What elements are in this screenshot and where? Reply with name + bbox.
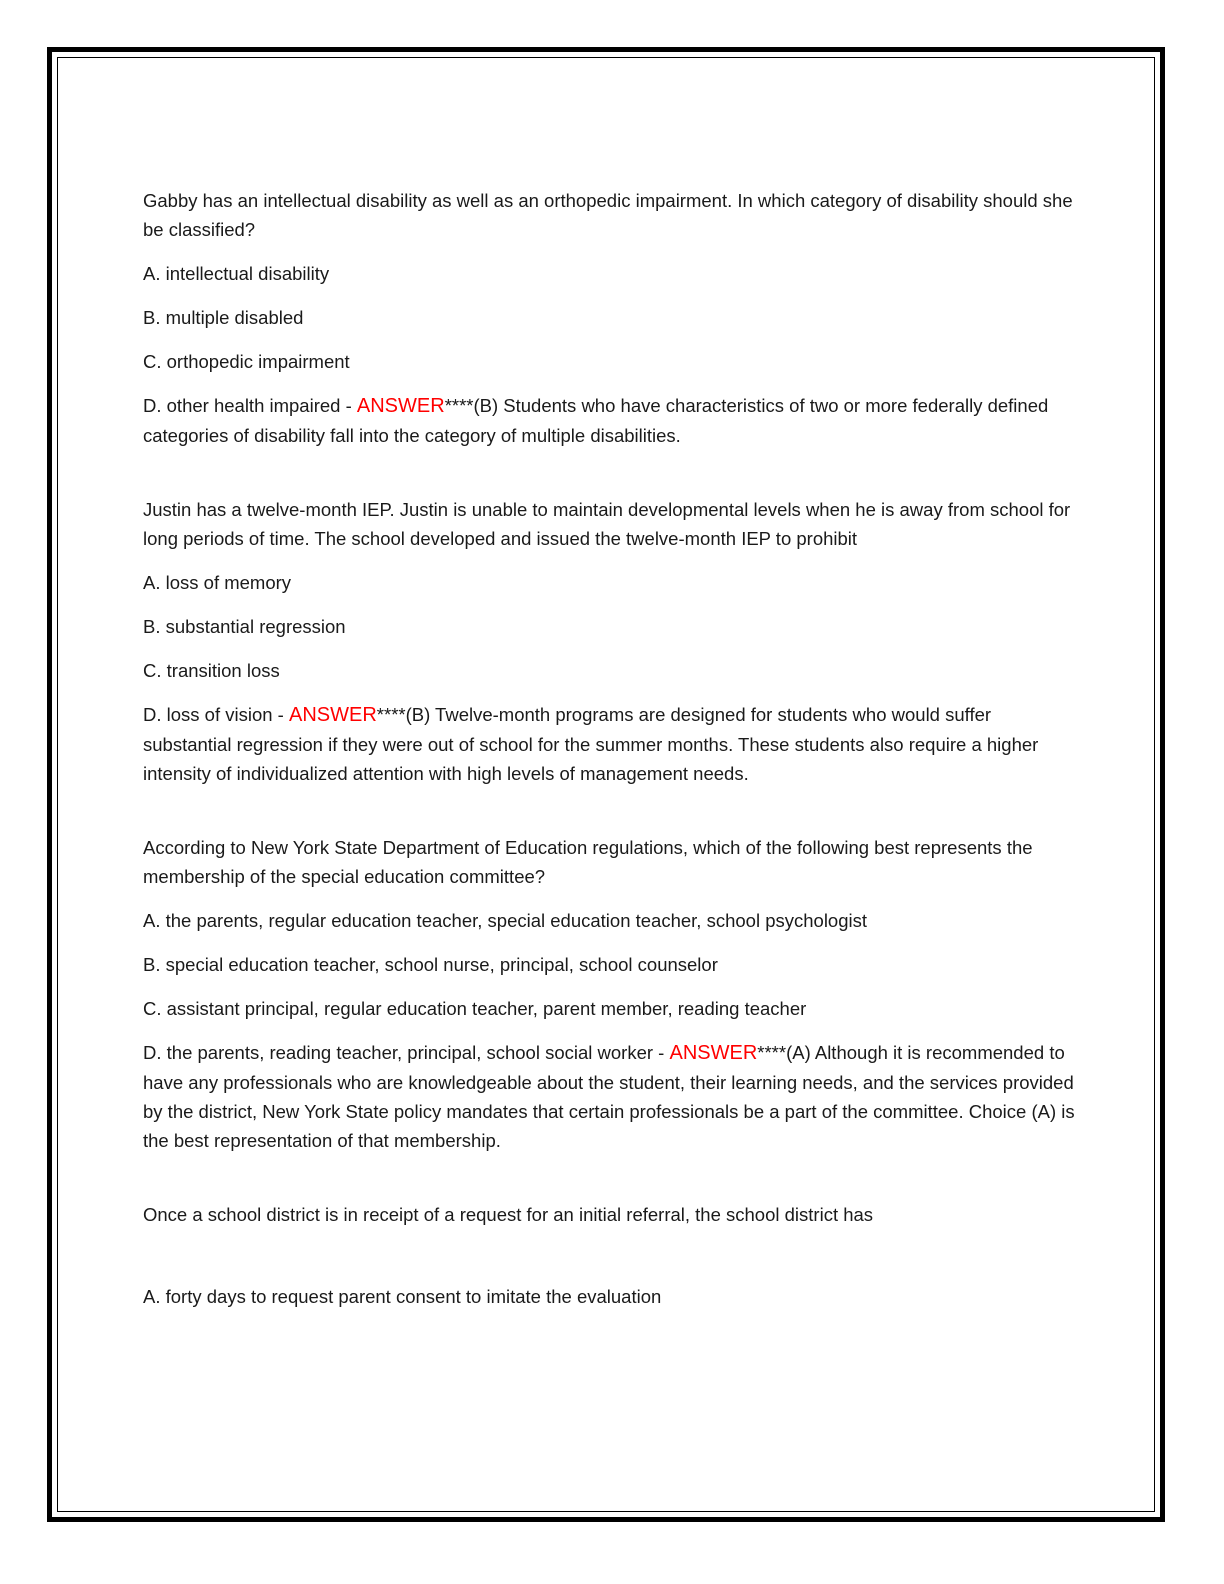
answer-explanation: ****(B) Students who have characteristics of two or more federally defined categories of disability fall into the category of multiple disabilities. bbox=[143, 395, 1049, 446]
answer-explanation: ****(A) Although it is recommended to have any professionals who are knowledgeable about the student, their learning needs, and the services provided by the district, New York State policy mandates that certain professionals be a part of the committee. Choice (A) is the best representation of that membership. bbox=[143, 1042, 1075, 1151]
answer-option: A. forty days to request parent consent to imitate the evaluation bbox=[143, 1286, 662, 1307]
answer-option-text: D. other health impaired - bbox=[143, 395, 357, 416]
question-block bbox=[143, 1200, 1083, 1311]
answer-option-text: D. loss of vision - bbox=[143, 704, 289, 725]
answer-option: C. assistant principal, regular education teacher, parent member, reading teacher bbox=[143, 998, 807, 1019]
answer-option: C. orthopedic impairment bbox=[143, 351, 350, 372]
answer-option: C. transition loss bbox=[143, 660, 280, 681]
question-stem: Once a school district is in receipt of a request for an initial referral, the school district has bbox=[143, 1204, 874, 1225]
answer-option: B. multiple disabled bbox=[143, 307, 304, 328]
question-block bbox=[143, 186, 1083, 450]
answer-option: A. intellectual disability bbox=[143, 263, 330, 284]
answer-tag: ANSWER bbox=[356, 395, 445, 417]
answer-option-text: D. the parents, reading teacher, principal, school social worker - bbox=[143, 1042, 670, 1063]
answer-explanation: ****(B) Twelve-month programs are designed for students who would suffer substantial regression if they were out of school for the summer months. These students also require a higher intensity of individualized attention with high levels of management needs. bbox=[143, 704, 1039, 784]
question-stem: Justin has a twelve-month IEP. Justin is unable to maintain developmental levels when he is away from school for long periods of time. The school developed and issued the twelve-month IEP to prohibit bbox=[143, 499, 1071, 549]
answer-option: A. loss of memory bbox=[143, 572, 292, 593]
answer-option: A. the parents, regular education teacher, special education teacher, school psychologist bbox=[143, 910, 868, 931]
answer-option-with-explanation bbox=[143, 700, 1083, 788]
answer-option-with-explanation bbox=[143, 1038, 1083, 1155]
answer-tag: ANSWER bbox=[289, 704, 377, 726]
answer-option: B. substantial regression bbox=[143, 616, 346, 637]
question-stem: Gabby has an intellectual disability as well as an orthopedic impairment. In which category of disability should she be classified? bbox=[143, 190, 1073, 240]
question-stem: According to New York State Department of Education regulations, which of the following best represents the membership of the special education committee? bbox=[143, 837, 1033, 887]
answer-tag: ANSWER bbox=[669, 1042, 758, 1064]
question-block bbox=[143, 833, 1083, 1155]
answer-option: B. special education teacher, school nurse, principal, school counselor bbox=[143, 954, 718, 975]
answer-option-with-explanation bbox=[143, 391, 1083, 450]
question-block bbox=[143, 495, 1083, 788]
document-body bbox=[143, 186, 1083, 1326]
